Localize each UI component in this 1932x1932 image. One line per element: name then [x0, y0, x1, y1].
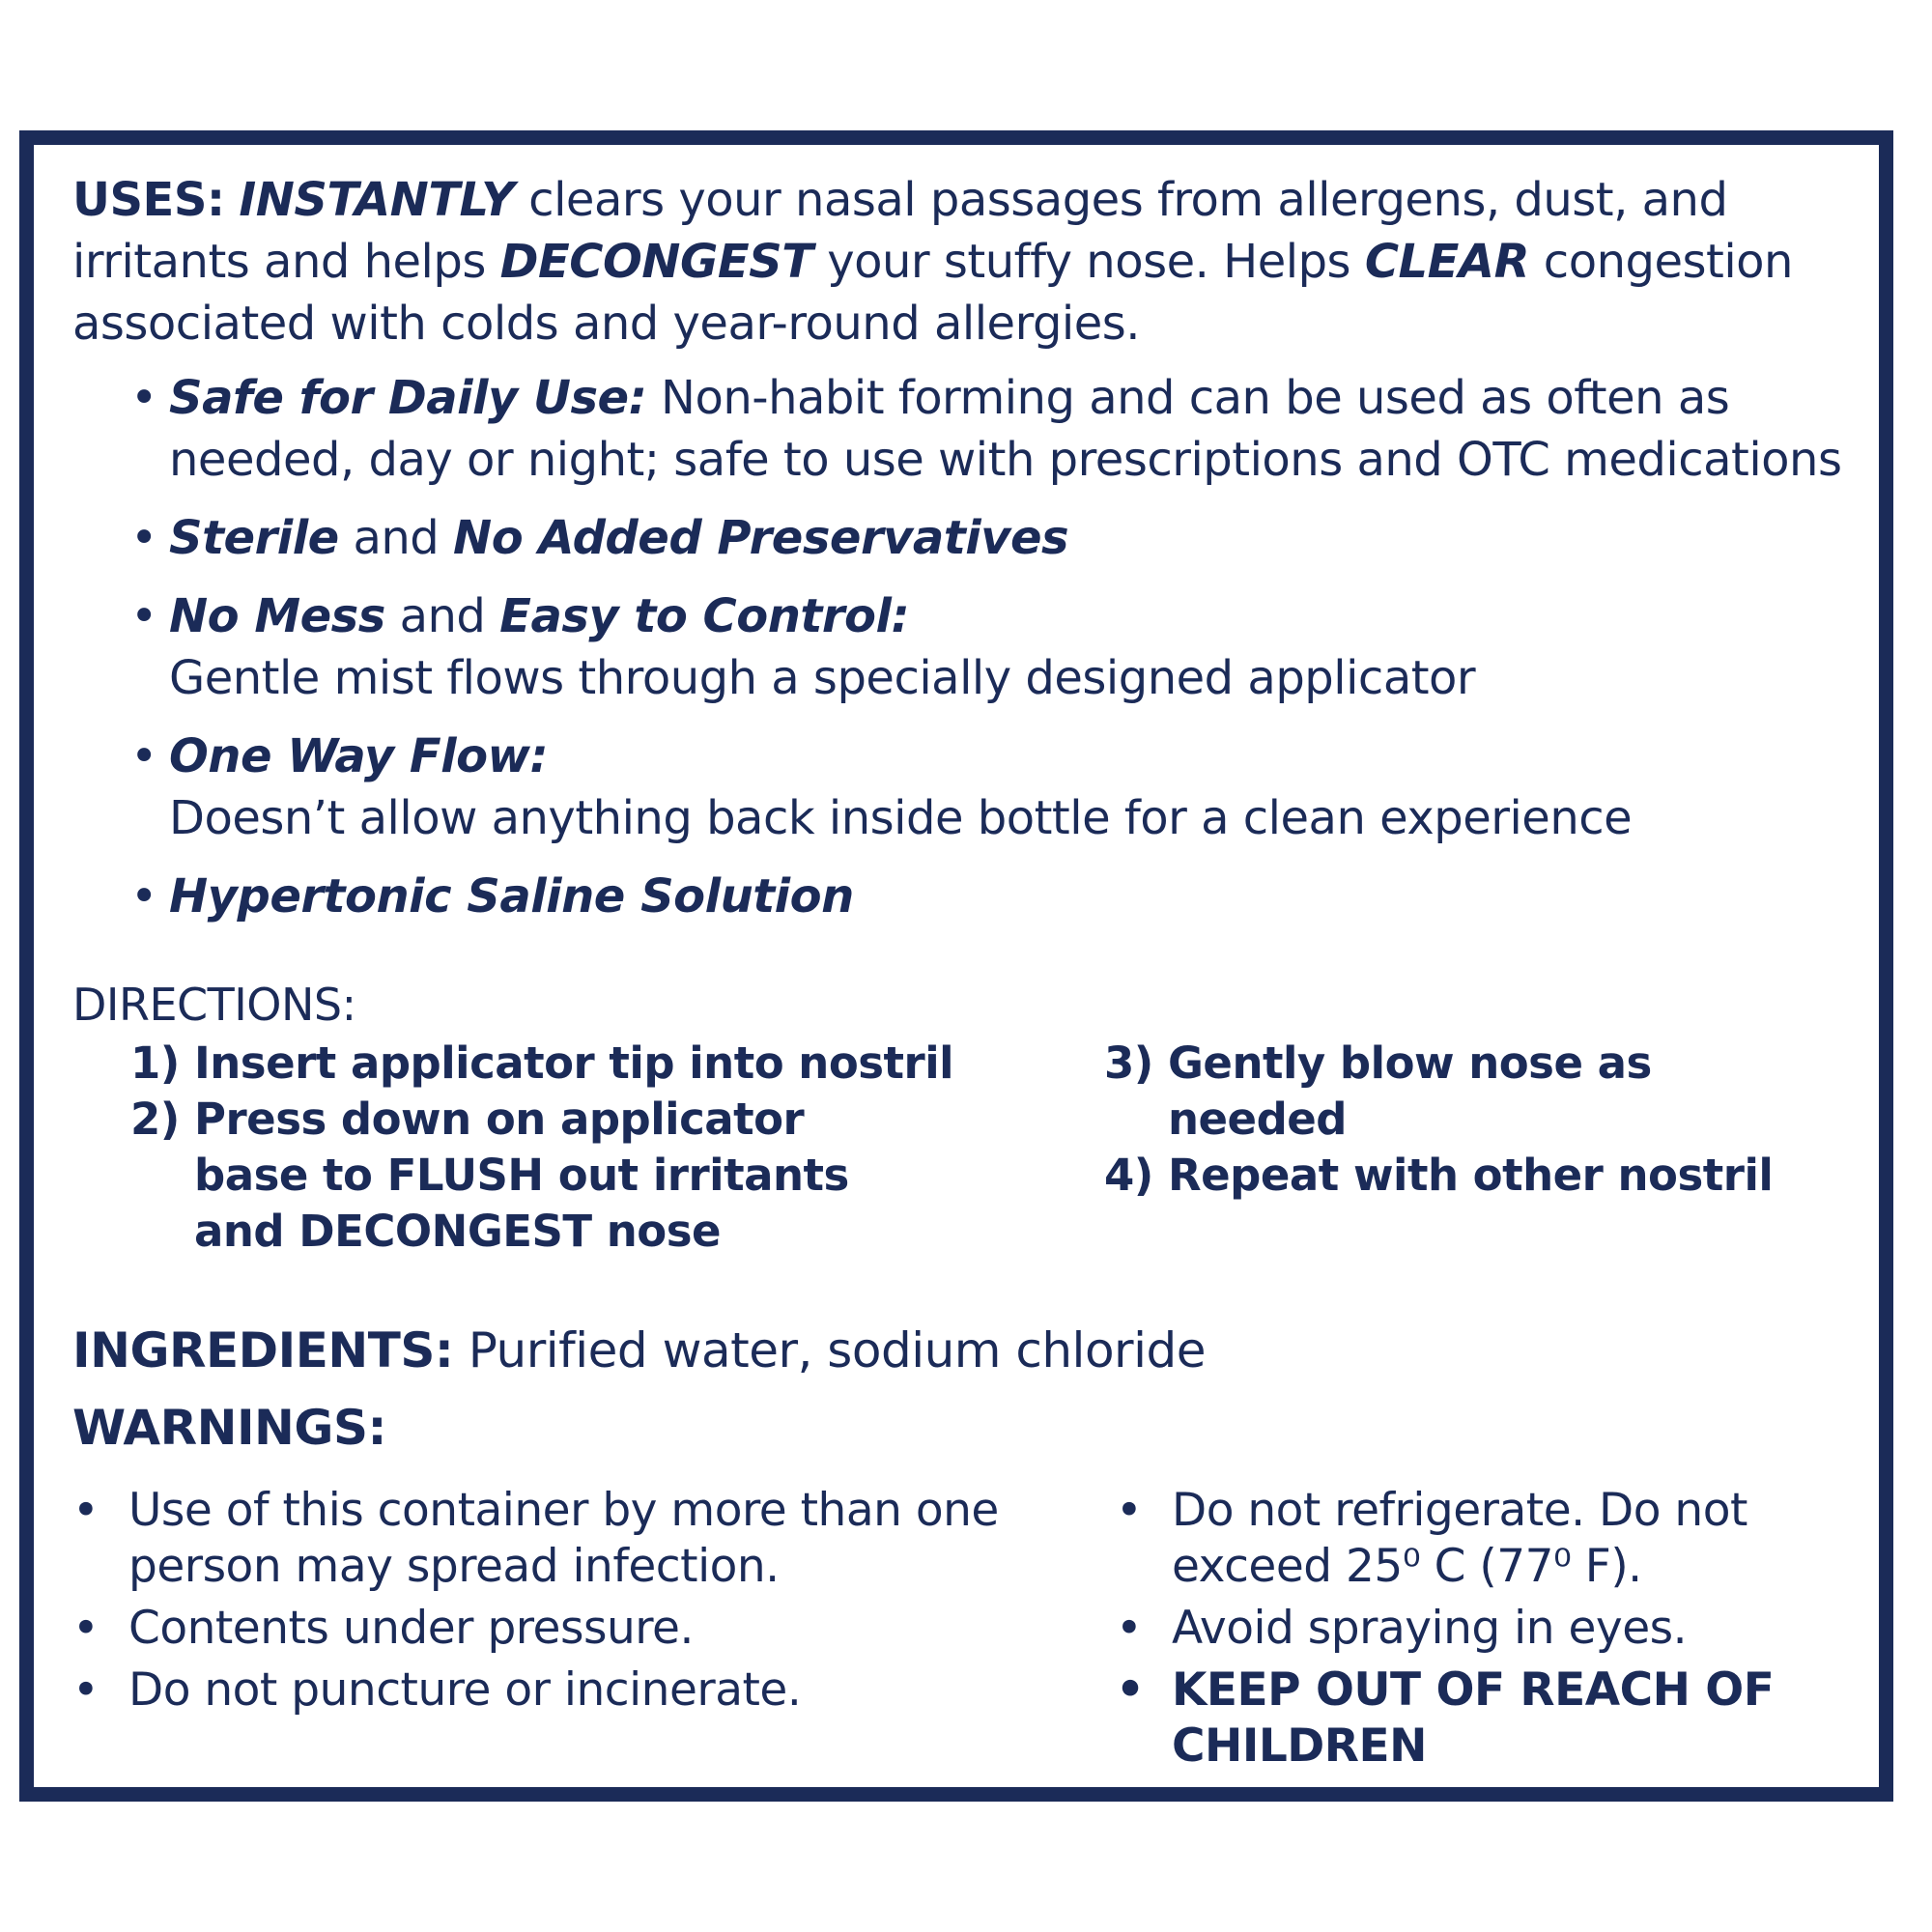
label-panel [19, 130, 1893, 1802]
bullet-icon: • [130, 589, 157, 643]
feature-text: Non-habit forming and can be used as often as needed, day or night; safe to use with prescriptions and OTC medications [169, 371, 1842, 487]
bullet-icon: • [130, 371, 157, 425]
feature-lead: Hypertonic Saline Solution [169, 869, 854, 923]
direction-step [130, 1036, 1000, 1092]
warnings-column-left [72, 1483, 1077, 1724]
warning-item [1116, 1483, 1850, 1595]
feature-item [130, 866, 1889, 927]
feature-item [130, 507, 1889, 569]
uses-text-2: your stuffy nose. Helps [812, 235, 1365, 289]
uses-label: USES: [72, 173, 225, 227]
bullet-icon: • [1116, 1602, 1143, 1655]
feature-lead-2: No Added Preservatives [453, 511, 1069, 565]
direction-step [130, 1092, 1000, 1260]
feature-lead: One Way Flow: [169, 729, 549, 783]
bullet-icon: • [72, 1663, 99, 1717]
warning-item [1116, 1601, 1850, 1657]
feature-mid: and [384, 589, 500, 643]
feature-item [130, 585, 1889, 709]
feature-lead: Safe for Daily Use: [169, 371, 647, 425]
bullet-icon: • [1116, 1663, 1145, 1717]
step-text: Press down on applicator base to FLUSH out irritants and DECONGEST nose [194, 1094, 849, 1257]
direction-step [1104, 1148, 1838, 1204]
bullet-icon: • [130, 511, 157, 565]
direction-step [1104, 1036, 1838, 1148]
warning-item [72, 1483, 1077, 1595]
step-number: 3) [1104, 1037, 1153, 1089]
feature-list [130, 367, 1889, 944]
step-number: 2) [130, 1094, 180, 1145]
warning-text: Do not refrigerate. Do not exceed 25⁰ C (77⁰ F). [1172, 1484, 1747, 1593]
bullet-icon: • [130, 869, 157, 923]
ingredients-line [72, 1319, 1206, 1382]
warning-item [72, 1601, 1077, 1657]
step-text: Repeat with other nostril [1168, 1150, 1774, 1201]
directions-column-right [1104, 1036, 1838, 1204]
feature-text: Gentle mist flows through a specially designed applicator [169, 651, 1476, 705]
step-text: Gently blow nose as needed [1168, 1037, 1652, 1145]
warning-item-keep-out-of-reach [1116, 1662, 1850, 1775]
warning-text: Use of this container by more than one person may spread infection. [128, 1484, 999, 1593]
bullet-icon: • [1116, 1484, 1143, 1537]
feature-item [130, 367, 1889, 491]
warning-text: Contents under pressure. [128, 1602, 694, 1655]
uses-text-1: clears your nasal passages from allergens, dust, and irritants and helps [72, 173, 1728, 289]
step-number: 4) [1104, 1150, 1153, 1201]
feature-mid: and [338, 511, 454, 565]
feature-lead-2: Easy to Control: [499, 589, 910, 643]
uses-clear: CLEAR [1364, 235, 1530, 289]
feature-lead: No Mess [169, 589, 385, 643]
bullet-icon: • [72, 1484, 99, 1537]
uses-decongest: DECONGEST [499, 235, 813, 289]
warning-text: Avoid spraying in eyes. [1172, 1602, 1688, 1655]
bullet-icon: • [72, 1602, 99, 1655]
feature-text: Doesn’t allow anything back inside bottle for a clean experience [169, 791, 1633, 845]
warnings-title: WARNINGS: [72, 1400, 386, 1456]
step-number: 1) [130, 1037, 180, 1089]
directions-column-left [130, 1036, 1000, 1260]
ingredients-text: Purified water, sodium chloride [453, 1322, 1206, 1378]
warning-item [72, 1662, 1077, 1719]
uses-instantly: INSTANTLY [239, 173, 515, 227]
warning-text: KEEP OUT OF REACH OF CHILDREN [1172, 1663, 1775, 1773]
ingredients-label: INGREDIENTS: [72, 1322, 454, 1378]
step-text: Insert applicator tip into nostril [194, 1037, 954, 1089]
feature-lead: Sterile [169, 511, 339, 565]
uses-paragraph [72, 169, 1869, 355]
directions-title: DIRECTIONS: [72, 979, 356, 1031]
uses-text-3: congestion associated with colds and year-round allergies. [72, 235, 1793, 351]
bullet-icon: • [130, 729, 157, 783]
feature-item [130, 725, 1889, 849]
warning-text: Do not puncture or incinerate. [128, 1663, 802, 1717]
warnings-column-right [1116, 1483, 1850, 1780]
